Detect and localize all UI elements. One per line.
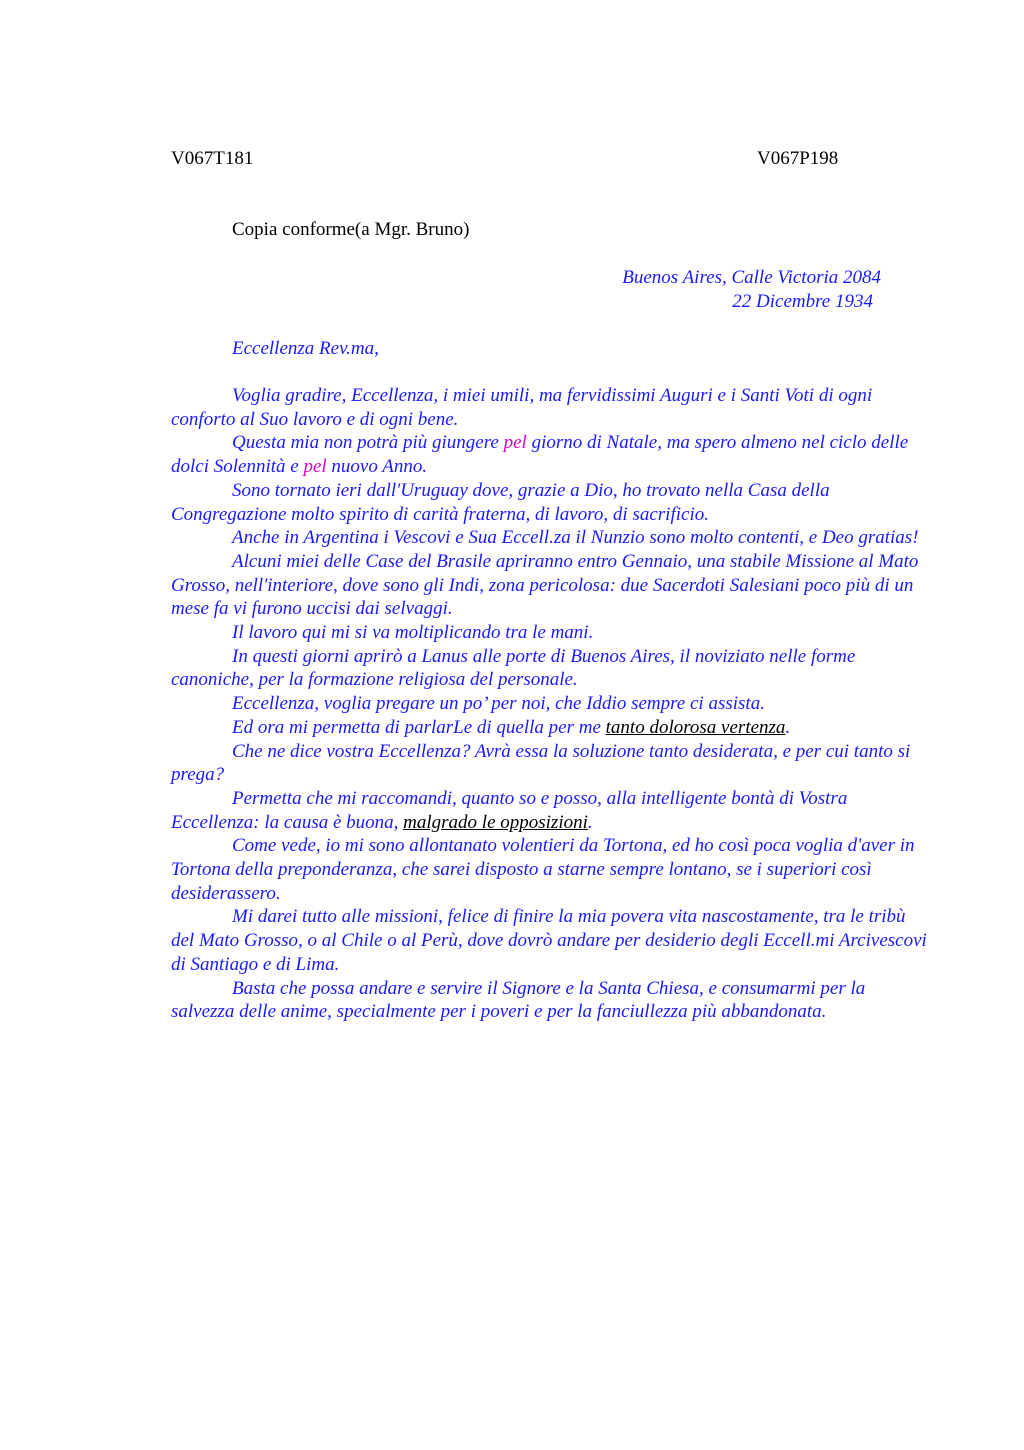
paragraph-text: Basta che possa andare e servire il Signore e la Santa Chiesa, e consumarmi per la salvezza delle anime, specialmente per i poveri e per la fanciullezza più abbandonata. bbox=[171, 977, 866, 1023]
paragraph-text: Permetta che mi raccomandi, quanto so e posso, alla intelligente bontà di Vostra Eccellenza: la causa è buona, bbox=[171, 787, 848, 833]
highlighted-word: pel bbox=[303, 456, 327, 478]
letter-paragraph bbox=[171, 716, 931, 740]
letter-paragraph bbox=[171, 384, 931, 431]
letter-paragraph bbox=[171, 977, 931, 1024]
paragraph-text: Alcuni miei delle Case del Brasile apriranno entro Gennaio, una stabile Missione al Mato Grosso, nell'interiore, dove sono gli Indi, zona pericolosa: due Sacerdoti Salesiani poco più di un mese fa vi furono uccisi dai selvaggi. bbox=[171, 550, 919, 620]
letter-paragraph bbox=[171, 645, 931, 692]
letter-paragraph bbox=[171, 431, 931, 478]
letter-paragraph bbox=[171, 479, 931, 526]
paragraph-text: . bbox=[785, 716, 791, 738]
underlined-phrase: malgrado le opposizioni bbox=[403, 811, 588, 833]
paragraph-text: In questi giorni aprirò a Lanus alle porte di Buenos Aires, il noviziato nelle forme canoniche, per la formazione religiosa del personale. bbox=[171, 645, 856, 691]
paragraph-text: Voglia gradire, Eccellenza, i miei umili, ma fervidissimi Auguri e i Santi Voti di ogni conforto al Suo lavoro e di ogni bene. bbox=[171, 385, 873, 430]
salutation: Eccellenza Rev.ma, bbox=[232, 338, 379, 359]
highlighted-word: pel bbox=[503, 432, 527, 454]
document-code-left: V067T181 bbox=[171, 148, 254, 169]
paragraph-text: giorno di Natale, ma spero almeno nel ciclo delle dolci Solennità e bbox=[171, 432, 909, 478]
letter-paragraph bbox=[171, 550, 931, 621]
paragraph-text: nuovo Anno. bbox=[326, 456, 428, 478]
paragraph-text: Come vede, io mi sono allontanato volentieri da Tortona, ed ho così poca voglia d'aver in Tortona della preponderanza, che sarei disposto a starne sempre lontano, se i superiori così desiderassero. bbox=[171, 835, 915, 904]
letter-paragraph bbox=[171, 621, 931, 645]
letter-paragraph bbox=[171, 834, 931, 905]
dateline-date: 22 Dicembre 1934 bbox=[732, 291, 873, 312]
paragraph-text: Mi darei tutto alle missioni, felice di finire la mia povera vita nascostamente, tra le tribù del Mato Grosso, o al Chile o al Perù, dove dovrò andare per desiderio degli Eccell.mi Arcivescovi di Santiago e di Lima. bbox=[171, 906, 927, 975]
paragraph-text: Che ne dice vostra Eccellenza? Avrà essa la soluzione tanto desiderata, e per cui tanto si prega? bbox=[171, 740, 911, 786]
letter-paragraph bbox=[171, 787, 931, 834]
letter-paragraph bbox=[171, 740, 931, 787]
letter-paragraph bbox=[171, 526, 931, 550]
underlined-phrase: tanto dolorosa vertenza bbox=[605, 716, 786, 738]
letter-paragraph bbox=[171, 692, 931, 716]
dateline-place: Buenos Aires, Calle Victoria 2084 bbox=[622, 267, 881, 288]
paragraph-text: Ed ora mi permetta di parlarLe di quella per me bbox=[232, 716, 606, 738]
paragraph-text: Il lavoro qui mi si va moltiplicando tra le mani. bbox=[232, 622, 594, 644]
paragraph-text: . bbox=[587, 811, 593, 833]
letter-paragraph bbox=[171, 905, 931, 976]
copy-note: Copia conforme(a Mgr. Bruno) bbox=[232, 219, 470, 240]
paragraph-text: Eccellenza, voglia pregare un po’ per noi, che Iddio sempre ci assista. bbox=[232, 693, 765, 715]
document-code-right: V067P198 bbox=[757, 148, 839, 169]
paragraph-text: Questa mia non potrà più giungere bbox=[232, 432, 504, 454]
letter-body bbox=[171, 384, 931, 1024]
paragraph-text: Anche in Argentina i Vescovi e Sua Eccell.za il Nunzio sono molto contenti, e Deo gratias! bbox=[232, 527, 919, 549]
paragraph-text: Sono tornato ieri dall'Uruguay dove, grazie a Dio, ho trovato nella Casa della Congregazione molto spirito di carità fraterna, di lavoro, di sacrificio. bbox=[171, 479, 830, 525]
